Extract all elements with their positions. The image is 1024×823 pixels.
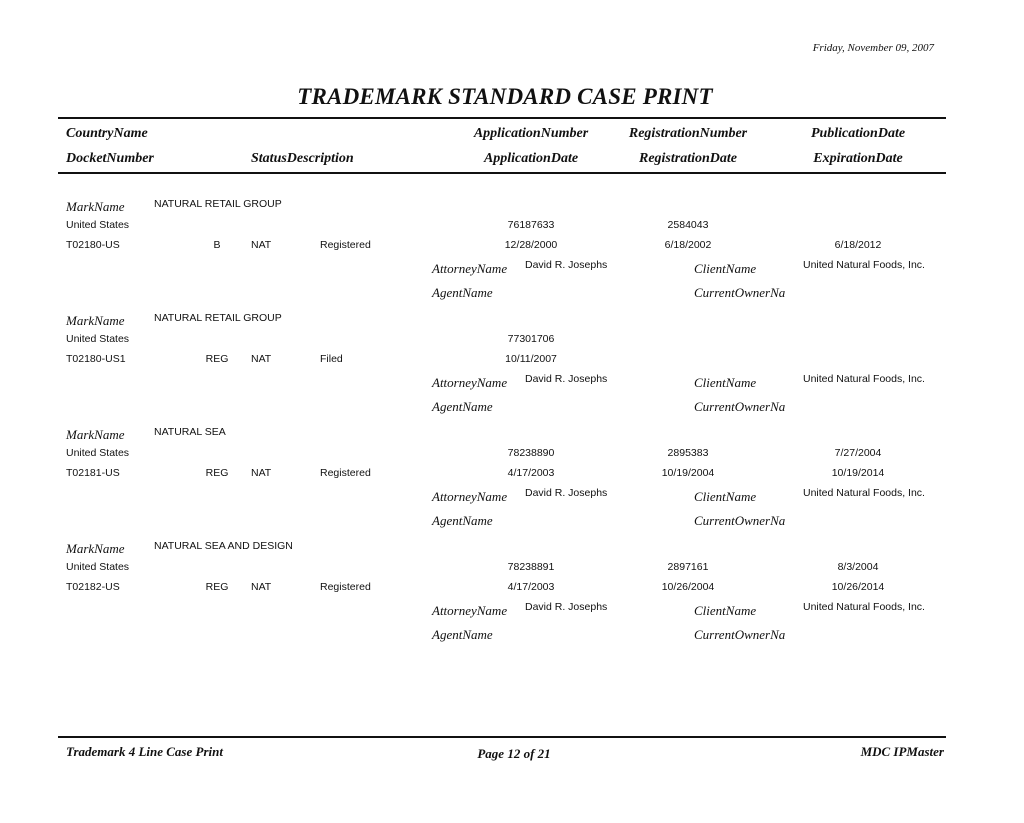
mark-name-value: NATURAL RETAIL GROUP [154, 312, 282, 324]
mark-name-label: MarkName [66, 427, 125, 442]
header-country-name: CountryName [66, 126, 148, 141]
case-code-value: NAT [251, 353, 272, 365]
header-publication-date: PublicationDate [810, 126, 906, 141]
attorney-name-value: David R. Josephs [525, 373, 608, 385]
case-code-value: NAT [251, 239, 272, 251]
status-value: Registered [320, 581, 371, 593]
application-date-value: 10/11/2007 [505, 353, 557, 365]
current-owner-label: CurrentOwnerNa [694, 285, 786, 300]
current-owner-label: CurrentOwnerNa [694, 627, 786, 642]
attorney-name-label: AttorneyName [432, 261, 508, 276]
case-type-value: REG [205, 353, 229, 365]
client-name-label: ClientName [694, 375, 757, 390]
status-value: Registered [320, 239, 371, 251]
docket-number-value: T02181-US [66, 467, 120, 479]
mark-name-label: MarkName [66, 199, 125, 214]
attorney-name-value: David R. Josephs [525, 259, 608, 271]
docket-number-value: T02180-US [66, 239, 120, 251]
registration-date-value: 10/19/2004 [661, 467, 715, 479]
agent-name-label: AgentName [432, 399, 493, 414]
current-owner-label: CurrentOwnerNa [694, 399, 786, 414]
attorney-name-label: AttorneyName [432, 375, 508, 390]
current-owner-label: CurrentOwnerNa [694, 513, 786, 528]
application-date-value: 4/17/2003 [507, 467, 555, 479]
page-title: TRADEMARK STANDARD CASE PRINT [297, 84, 713, 109]
registration-date-value: 6/18/2002 [664, 239, 712, 251]
application-number-value: 78238890 [507, 447, 555, 459]
country-value: United States [66, 561, 130, 573]
case-type-value: B [213, 239, 221, 251]
client-name-label: ClientName [694, 489, 757, 504]
header-application-number: ApplicationNumber [473, 126, 589, 141]
client-name-label: ClientName [694, 261, 757, 276]
header-status-description: StatusDescription [251, 151, 354, 166]
case-type-value: REG [205, 467, 229, 479]
attorney-name-label: AttorneyName [432, 603, 508, 618]
docket-number-value: T02180-US1 [66, 353, 126, 365]
expiration-date-value: 6/18/2012 [834, 239, 882, 251]
agent-name-label: AgentName [432, 285, 493, 300]
registration-number-value: 2895383 [667, 447, 709, 459]
header-registration-date: RegistrationDate [638, 151, 738, 166]
country-value: United States [66, 333, 130, 345]
client-name-value: United Natural Foods, Inc. [803, 373, 925, 385]
application-date-value: 12/28/2000 [504, 239, 558, 251]
application-number-value: 77301706 [507, 333, 555, 345]
attorney-name-value: David R. Josephs [525, 601, 608, 613]
agent-name-label: AgentName [432, 513, 493, 528]
application-number-value: 78238891 [507, 561, 555, 573]
client-name-label: ClientName [694, 603, 757, 618]
header-top-rule [58, 117, 946, 119]
country-value: United States [66, 219, 130, 231]
attorney-name-label: AttorneyName [432, 489, 508, 504]
client-name-value: United Natural Foods, Inc. [803, 259, 925, 271]
footer-page-number: Page 12 of 21 [477, 746, 551, 761]
mark-name-value: NATURAL SEA AND DESIGN [154, 540, 293, 552]
registration-number-value: 2584043 [667, 219, 709, 231]
expiration-date-value: 10/26/2014 [831, 581, 885, 593]
case-type-value: REG [205, 581, 229, 593]
publication-date-value: 7/27/2004 [834, 447, 882, 459]
header-docket-number: DocketNumber [66, 151, 154, 166]
agent-name-label: AgentName [432, 627, 493, 642]
expiration-date-value: 10/19/2014 [831, 467, 885, 479]
registration-date-value: 10/26/2004 [661, 581, 715, 593]
registration-number-value: 2897161 [667, 561, 709, 573]
header-application-date: ApplicationDate [483, 151, 579, 166]
country-value: United States [66, 447, 130, 459]
client-name-value: United Natural Foods, Inc. [803, 487, 925, 499]
report-date: Friday, November 09, 2007 [812, 42, 934, 54]
header-expiration-date: ExpirationDate [813, 151, 903, 166]
footer-rule [58, 736, 946, 738]
docket-number-value: T02182-US [66, 581, 120, 593]
publication-date-value: 8/3/2004 [837, 561, 879, 573]
footer-product-name: MDC IPMaster [860, 744, 944, 759]
footer-report-name: Trademark 4 Line Case Print [66, 744, 223, 759]
case-code-value: NAT [251, 581, 272, 593]
mark-name-value: NATURAL SEA [154, 426, 226, 438]
client-name-value: United Natural Foods, Inc. [803, 601, 925, 613]
mark-name-label: MarkName [66, 313, 125, 328]
status-value: Filed [320, 353, 343, 365]
attorney-name-value: David R. Josephs [525, 487, 608, 499]
application-number-value: 76187633 [507, 219, 555, 231]
status-value: Registered [320, 467, 371, 479]
mark-name-label: MarkName [66, 541, 125, 556]
header-bottom-rule [58, 172, 946, 174]
application-date-value: 4/17/2003 [507, 581, 555, 593]
case-code-value: NAT [251, 467, 272, 479]
header-registration-number: RegistrationNumber [628, 126, 748, 141]
mark-name-value: NATURAL RETAIL GROUP [154, 198, 282, 210]
